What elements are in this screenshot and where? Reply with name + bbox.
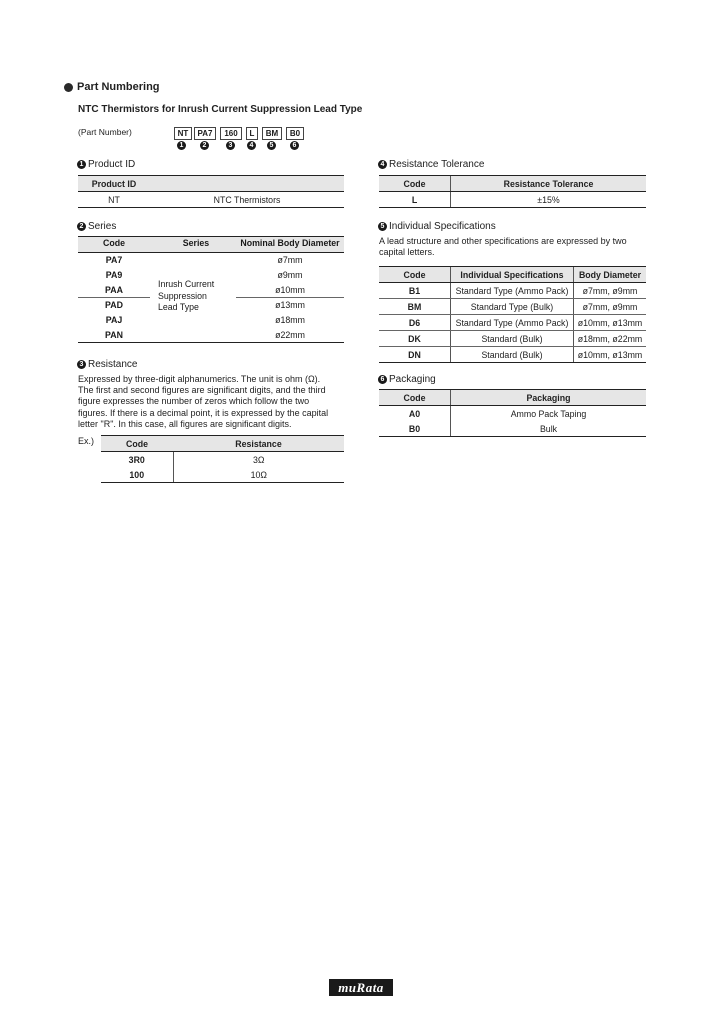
example-label: Ex.) <box>78 436 95 446</box>
tolerance-header-value: Resistance Tolerance <box>451 176 647 192</box>
individual-code: DK <box>379 331 451 347</box>
packaging-header-value: Packaging <box>451 390 647 406</box>
individual-diameter: ø7mm, ø9mm <box>574 283 647 299</box>
series-header-code: Code <box>103 238 125 248</box>
series-name-line-2: Suppression <box>158 290 207 301</box>
series-code-pa7: PA7 <box>105 255 123 265</box>
pn-marker-1: 1 <box>177 141 186 150</box>
series-dia-pa9: ø9mm <box>277 270 303 280</box>
murata-logo: muRata <box>329 979 393 996</box>
tolerance-value: ±15% <box>451 192 647 208</box>
product-id-desc: NTC Thermistors <box>150 192 344 208</box>
series-name <box>158 279 214 314</box>
table-row <box>78 192 344 208</box>
tolerance-title-text: Resistance Tolerance <box>389 159 485 170</box>
section-product-id-title <box>77 159 135 170</box>
packaging-code: A0 <box>408 408 421 419</box>
individual-spec: Standard (Bulk) <box>451 347 574 363</box>
table-row <box>379 421 646 437</box>
table-row <box>379 331 646 347</box>
section-number-2: 2 <box>77 222 86 231</box>
individual-spec: Standard Type (Ammo Pack) <box>451 315 574 331</box>
packaging-table <box>379 389 646 437</box>
individual-diameter: ø18mm, ø22mm <box>574 331 647 347</box>
series-divider-dia <box>236 297 344 298</box>
section-number-4: 4 <box>378 160 387 169</box>
pn-segment-1: NT <box>174 127 192 140</box>
page-subtitle: NTC Thermistors for Inrush Current Suppression Lead Type <box>78 104 363 115</box>
heading-bullet-icon <box>64 83 73 92</box>
series-table <box>78 236 344 342</box>
resistance-line-5: letter "R". In this case, all figures are significant digits. <box>78 418 292 429</box>
individual-description <box>379 236 649 258</box>
table-row <box>379 283 646 299</box>
table-row <box>101 452 344 468</box>
resistance-value: 10Ω <box>173 467 344 483</box>
individual-line-1: A lead structure and other specifications are expressed by two <box>379 236 627 246</box>
part-number-label: (Part Number) <box>78 127 132 137</box>
pn-segment-6: B0 <box>286 127 304 140</box>
section-number-6: 6 <box>378 375 387 384</box>
pn-marker-4: 4 <box>247 141 256 150</box>
packaging-title-text: Packaging <box>389 374 436 385</box>
individual-code: D6 <box>379 315 451 331</box>
individual-code: DN <box>379 347 451 363</box>
individual-header-spec: Individual Specifications <box>451 267 574 283</box>
individual-diameter: ø7mm, ø9mm <box>574 299 647 315</box>
section-number-1: 1 <box>77 160 86 169</box>
series-code-pan: PAN <box>105 330 123 340</box>
individual-code: B1 <box>379 283 451 299</box>
individual-spec: Standard Type (Ammo Pack) <box>451 283 574 299</box>
tolerance-header-code: Code <box>379 176 451 192</box>
series-title-text: Series <box>88 221 117 232</box>
product-id-code: NT <box>78 192 150 208</box>
packaging-value: Ammo Pack Taping <box>451 406 647 422</box>
series-divider-code <box>78 297 150 298</box>
section-individual-title <box>378 221 496 232</box>
product-id-title-text: Product ID <box>88 159 136 170</box>
resistance-title-text: Resistance <box>88 359 138 370</box>
pn-segment-4: L <box>246 127 258 140</box>
series-dia-pad: ø13mm <box>275 300 305 310</box>
series-header-diameter: Nominal Body Diameter <box>240 238 340 248</box>
table-row <box>379 315 646 331</box>
individual-code: BM <box>379 299 451 315</box>
individual-spec: Standard Type (Bulk) <box>451 299 574 315</box>
product-id-table <box>78 175 344 208</box>
individual-header-code: Code <box>379 267 451 283</box>
section-series-title <box>77 221 116 232</box>
individual-line-2: capital letters. <box>379 247 435 258</box>
section-packaging-title <box>378 374 436 385</box>
resistance-table <box>101 435 344 483</box>
pn-marker-2: 2 <box>200 141 209 150</box>
page-heading <box>64 81 160 93</box>
pn-marker-3: 3 <box>226 141 235 150</box>
resistance-line-1: Expressed by three-digit alphanumerics. The unit is ohm (Ω). <box>78 374 321 384</box>
individual-diameter: ø10mm, ø13mm <box>574 315 647 331</box>
individual-table <box>379 266 646 363</box>
section-number-5: 5 <box>378 222 387 231</box>
series-dia-paa: ø10mm <box>275 285 305 295</box>
pn-segment-5: BM <box>262 127 282 140</box>
individual-header-diameter: Body Diameter <box>574 267 647 283</box>
series-dia-paj: ø18mm <box>275 315 305 325</box>
table-row <box>379 299 646 315</box>
section-resistance-title <box>77 359 137 370</box>
individual-spec: Standard (Bulk) <box>451 331 574 347</box>
pn-marker-6: 6 <box>290 141 299 150</box>
series-header-series: Series <box>182 238 210 248</box>
packaging-code: B0 <box>379 421 451 437</box>
resistance-header-code: Code <box>101 436 173 452</box>
series-code-pad: PAD <box>105 300 123 310</box>
series-name-line-1: Inrush Current <box>158 279 215 289</box>
table-row <box>101 467 344 483</box>
product-id-header-blank <box>150 176 344 192</box>
series-code-pa9: PA9 <box>105 270 123 280</box>
series-dia-pan: ø22mm <box>275 330 305 340</box>
table-row <box>379 192 646 208</box>
pn-segment-2: PA7 <box>194 127 216 140</box>
section-tolerance-title <box>378 159 484 170</box>
table-row <box>379 406 646 422</box>
series-code-paa: PAA <box>105 285 123 295</box>
heading-text: Part Numbering <box>77 81 160 93</box>
resistance-line-4: figures. If there is a decimal point, it is expressed by the capital <box>78 407 329 418</box>
packaging-header-code: Code <box>379 390 451 406</box>
individual-title-text: Individual Specifications <box>389 221 496 232</box>
series-bottom-rule <box>78 342 344 343</box>
table-row <box>379 347 646 363</box>
resistance-code: 100 <box>101 467 173 483</box>
pn-segment-3: 160 <box>220 127 242 140</box>
series-code-paj: PAJ <box>105 315 123 325</box>
pn-marker-5: 5 <box>267 141 276 150</box>
tolerance-code: L <box>379 192 451 208</box>
individual-diameter: ø10mm, ø13mm <box>574 347 647 363</box>
series-name-line-3: Lead Type <box>158 302 199 312</box>
resistance-line-3: figure expresses the number of zeros which follow the two <box>78 396 310 407</box>
resistance-value: 3Ω <box>173 452 344 468</box>
resistance-description <box>78 374 348 430</box>
resistance-code: 3R0 <box>128 454 145 465</box>
resistance-line-2: The first and second figures are significant digits, and the third <box>78 385 326 396</box>
packaging-value: Bulk <box>451 421 647 437</box>
series-dia-pa7: ø7mm <box>277 255 303 265</box>
tolerance-table <box>379 175 646 208</box>
product-id-header: Product ID <box>78 176 150 192</box>
resistance-header-value: Resistance <box>173 436 344 452</box>
section-number-3: 3 <box>77 360 86 369</box>
